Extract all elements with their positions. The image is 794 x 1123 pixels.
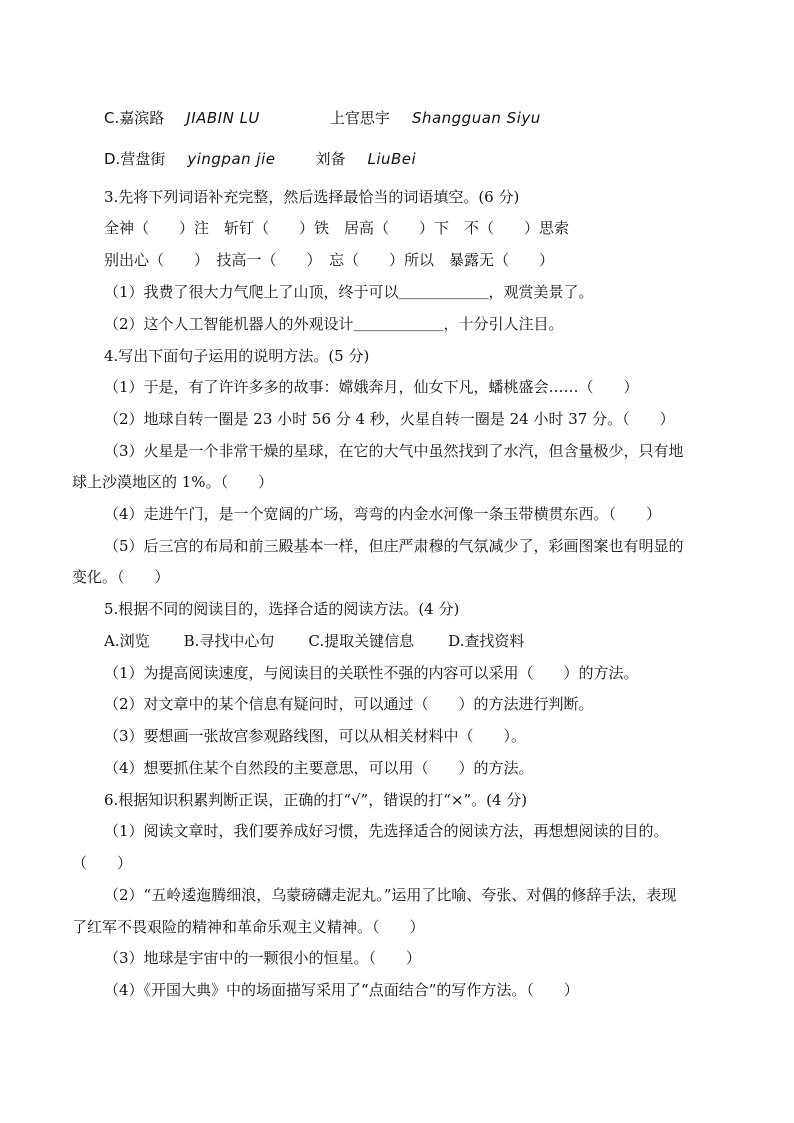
person-name-pinyin: LiuBei <box>367 150 417 168</box>
person-name-pinyin: Shangguan Siyu <box>411 109 541 127</box>
question-5-item-1: （1）为提高阅读速度，与阅读目的关联性不强的内容可以采用（ ）的方法。 <box>104 664 639 682</box>
place-name-pinyin: yingpan jie <box>187 150 276 168</box>
question-4-item-2: （2）地球自转一圈是 23 小时 56 分 4 秒，火星自转一圈是 24 小时 37 分。（ ） <box>104 410 675 428</box>
option-d: D.查找资料 <box>448 632 525 650</box>
question-3-word-row-1: 全神（ ）注 斩钉（ ）铁 居高（ ）下 不（ ）思索 <box>104 219 570 237</box>
question-4-item-3: （3）火星是一个非常干燥的星球，在它的大气中虽然找到了水汽，但含量极少，只有地 <box>104 442 684 460</box>
question-4-title: 4.写出下面句子运用的说明方法。(5 分) <box>104 347 370 365</box>
question-3-item-2: （2）这个人工智能机器人的外观设计＿＿＿＿＿＿，十分引人注目。 <box>104 315 564 333</box>
question-6-item-2: （2）“五岭逶迤腾细浪，乌蒙磅礴走泥丸。”运用了比喻、夸张、对偶的修辞手法，表现 <box>104 886 677 904</box>
question-4-item-3-cont: 球上沙漠地区的 1%。（ ） <box>72 473 274 491</box>
question-3-word-row-2: 别出心（ ） 技高一（ ） 忘（ ）所以 暴露无（ ） <box>104 251 555 269</box>
question-6-item-3: （3）地球是宇宙中的一颗很小的恒星。（ ） <box>104 949 422 967</box>
place-name-pinyin: JIABIN LU <box>186 109 260 127</box>
question-5-item-4: （4）想要抓住某个自然段的主要意思，可以用（ ）的方法。 <box>104 759 534 777</box>
question-5-options <box>104 631 558 651</box>
question-4-item-5-cont: 变化。（ ） <box>72 568 170 586</box>
question-6-item-2-cont: 了红军不畏艰险的精神和革命乐观主义精神。（ ） <box>72 918 425 936</box>
person-name-cn: 刘备 <box>315 150 346 168</box>
question-5-item-3: （3）要想画一张故宫参观路线图，可以从相关材料中（ ）。 <box>104 727 527 745</box>
person-name-cn: 上官思宇 <box>329 109 390 127</box>
option-c-line <box>104 108 541 128</box>
option-d-line <box>104 149 416 169</box>
question-4-item-4: （4）走进午门，是一个宽阔的广场，弯弯的内金水河像一条玉带横贯东西。（ ） <box>104 505 662 523</box>
question-5-item-2: （2）对文章中的某个信息有疑问时，可以通过（ ）的方法进行判断。 <box>104 695 594 713</box>
option-c: C.提取关键信息 <box>308 632 415 650</box>
question-6-title: 6.根据知识积累判断正误，正确的打“√”，错误的打“×”。(4 分) <box>104 791 528 809</box>
place-name-cn: 营盘街 <box>120 150 166 168</box>
question-5-title: 5.根据不同的阅读目的，选择合适的阅读方法。(4 分) <box>104 600 460 618</box>
question-6-item-4: （4）《开国大典》中的场面描写采用了“点面结合”的写作方法。（ ） <box>104 981 579 999</box>
question-3-item-1: （1）我费了很大力气爬上了山顶，终于可以＿＿＿＿＿＿，观赏美景了。 <box>104 283 594 301</box>
question-6-item-1-cont: （ ） <box>72 854 133 872</box>
option-letter: C. <box>104 109 120 127</box>
option-a: A.浏览 <box>104 632 150 650</box>
question-3-title: 3.先将下列词语补充完整，然后选择最恰当的词语填空。(6 分) <box>104 188 520 206</box>
place-name-cn: 嘉滨路 <box>119 109 165 127</box>
option-letter: D. <box>104 150 121 168</box>
option-b: B.寻找中心句 <box>183 632 275 650</box>
question-4-item-1: （1）于是，有了许许多多的故事：嫦娥奔月，仙女下凡，蟠桃盛会……（ ） <box>104 378 639 396</box>
question-4-item-5: （5）后三宫的布局和前三殿基本一样，但庄严肃穆的气氛减少了，彩画图案也有明显的 <box>104 537 684 555</box>
question-6-item-1: （1）阅读文章时，我们要养成好习惯，先选择适合的阅读方法，再想想阅读的目的。 <box>104 822 669 840</box>
